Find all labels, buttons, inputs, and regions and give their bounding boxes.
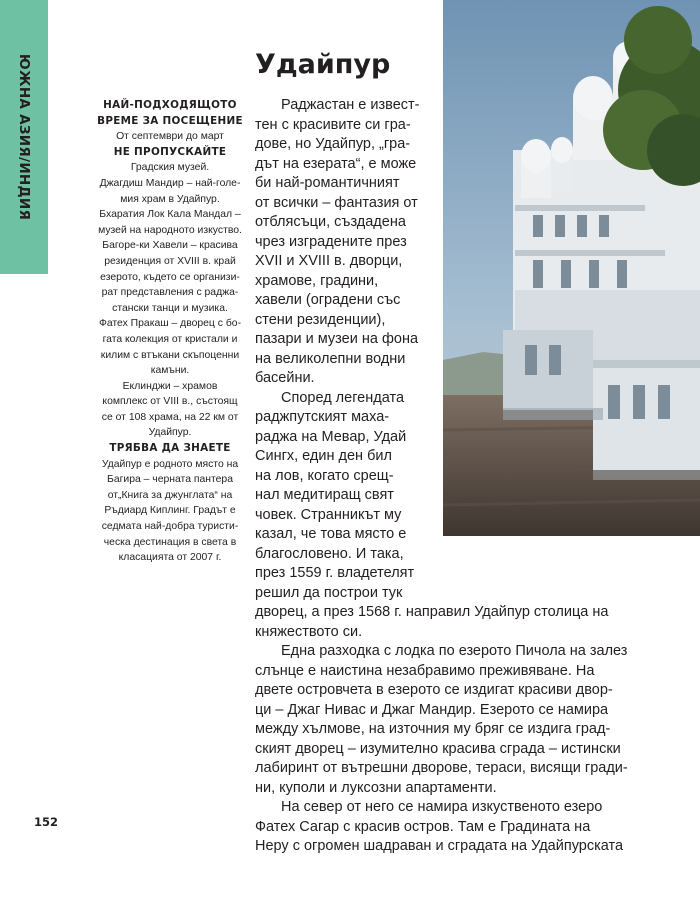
sidebar-text-line: Багира – черната пантера bbox=[107, 474, 233, 486]
body-text-line: слънце е наистина незабравимо преживяване. На bbox=[255, 662, 595, 679]
body-text-line: стени резиденции), bbox=[255, 311, 386, 328]
body-text-line: На север от него се намира изкуственото езеро bbox=[281, 799, 603, 815]
body-text-line: Фатех Сагар с красив остров. Там е Градината на bbox=[255, 818, 591, 835]
sidebar-text-line: ческа дестинация в света в bbox=[103, 536, 237, 548]
page-title: Удайпур bbox=[255, 49, 391, 80]
sidebar-text-line: Бхаратия Лок Кала Мандал – bbox=[99, 209, 241, 221]
sidebar-text-line: рат представления с раджа- bbox=[101, 287, 239, 299]
body-text-line: на великолепни водни bbox=[255, 350, 406, 367]
body-text-line: нал медитиращ свят bbox=[255, 487, 394, 503]
sidebar-text-line: килим с втъкани скъпоценни bbox=[100, 349, 240, 361]
sidebar-text-line: седмата най-добра туристи- bbox=[101, 521, 239, 533]
body-text-line: чрез изградените през bbox=[255, 233, 407, 250]
body-text-line: през 1559 г. владетелят bbox=[255, 565, 415, 581]
sidebar-text-line: Еклинджи – храмов bbox=[122, 380, 218, 392]
body-text-line: на лов, когато срещ- bbox=[255, 467, 394, 484]
body-text-line: хавели (оградени със bbox=[255, 292, 401, 308]
body-text-line: храмове, градини, bbox=[255, 272, 379, 289]
sidebar-heading: ВРЕМЕ ЗА ПОСЕЩЕНИЕ bbox=[97, 114, 243, 127]
lake-palace-illustration bbox=[443, 0, 700, 536]
sidebar-heading: НЕ ПРОПУСКАЙТЕ bbox=[113, 145, 227, 158]
sidebar-text-line: Удайпур. bbox=[148, 427, 192, 439]
body-text-line: Сингх, един ден бил bbox=[255, 448, 392, 464]
section-tab bbox=[0, 0, 48, 274]
body-text-line: от всички – фантазия от bbox=[255, 194, 418, 211]
section-tab-label: ЮЖНА АЗИЯ/ИНДИЯ bbox=[16, 53, 32, 221]
body-text-line: казал, че това място е bbox=[255, 526, 407, 542]
sidebar-text-line: Ръдиард Киплинг. Градът е bbox=[104, 505, 236, 517]
body-text-line: решил да построи тук bbox=[255, 584, 403, 601]
body-text-line: пазари и музеи на фона bbox=[255, 331, 419, 347]
body-text-line: двете островчета в езерото се издигат красиви двор- bbox=[255, 682, 613, 698]
body-text-line: Според легендата bbox=[281, 389, 405, 406]
sidebar-heading: ТРЯБВА ДА ЗНАЕТЕ bbox=[109, 442, 231, 455]
body-text-line: дът на езерата“, е може bbox=[255, 155, 417, 172]
body-text-line: между хълмове, на източния му бряг се издига град- bbox=[255, 721, 611, 737]
sidebar-text-line: музей на народното изкуство. bbox=[98, 224, 242, 236]
body-text-line: би най-романтичният bbox=[255, 175, 400, 191]
sidebar-text-line: се от 108 храма, на 22 км от bbox=[101, 411, 239, 423]
body-text-line: Раджастан е извест- bbox=[281, 97, 420, 113]
sidebar-text-line: От септември до март bbox=[116, 131, 224, 143]
sidebar-text-line: резиденция от XVIII в. край bbox=[104, 255, 236, 267]
sidebar-text-line: Градския музей. bbox=[130, 162, 210, 174]
sidebar-text-line: от„Книга за джунглата“ на bbox=[107, 489, 233, 501]
body-text-line: басейни. bbox=[255, 370, 315, 386]
body-text-line: човек. Странникът му bbox=[255, 506, 402, 523]
body-text-line: Една разходка с лодка по езерото Пичола на залез bbox=[281, 643, 628, 659]
sidebar-text-line: гата колекция от кристали и bbox=[102, 333, 238, 345]
body-text-line: отблясъци, създадена bbox=[255, 214, 406, 230]
body-text-line: княжеството си. bbox=[255, 623, 363, 640]
body-text-line: ци – Джаг Нивас и Джаг Мандир. Езерото се намира bbox=[255, 701, 609, 718]
sidebar-text-line: Джагдиш Мандир – най-голе- bbox=[99, 177, 241, 189]
palace-photo bbox=[443, 0, 700, 536]
body-text-line: ни, куполи и луксозни апартаменти. bbox=[255, 779, 497, 796]
body-text-line: благословено. И така, bbox=[255, 545, 404, 562]
body-text-line: дворец, а през 1568 г. направил Удайпур столица на bbox=[255, 604, 609, 620]
sidebar-text-line: мия храм в Удайпур. bbox=[120, 193, 220, 205]
sidebar-text-line: класацията от 2007 г. bbox=[118, 552, 222, 564]
sidebar-heading: НАЙ-ПОДХОДЯЩОТО bbox=[103, 99, 237, 111]
sidebar-text-line: езерото, където се организи- bbox=[100, 271, 240, 283]
info-sidebar bbox=[75, 98, 265, 566]
body-text-line: тен с красивите си гра- bbox=[255, 116, 411, 133]
body-text-line: раджпутският маха- bbox=[255, 409, 390, 425]
sidebar-text-line: Удайпур е родното място на bbox=[101, 458, 239, 470]
body-text-line: Неру с огромен шадраван и сградата на Удайпурската bbox=[255, 838, 624, 854]
sidebar-text-line: стански танци и музика. bbox=[112, 302, 228, 314]
body-text-line: ският дворец – изумително красива сграда – истински bbox=[255, 740, 621, 757]
body-text-line: раджа на Мевар, Удай bbox=[255, 428, 407, 445]
page-number: 152 bbox=[34, 815, 59, 829]
body-text-line: XVII и XVIII в. дворци, bbox=[255, 253, 403, 269]
sidebar-text-line: камъни. bbox=[150, 365, 190, 377]
sidebar-text-line: Фатех Пракаш – дворец с бо- bbox=[98, 318, 242, 330]
body-text-line: дове, но Удайпур, „гра- bbox=[255, 136, 411, 152]
body-text-line: лабиринт от вътрешни дворове, тераси, висящи гради- bbox=[255, 760, 628, 776]
sidebar-text-line: Багоре-ки Хавели – красива bbox=[102, 240, 238, 252]
sidebar-text-line: комплекс от VIII в., състоящ bbox=[102, 396, 238, 408]
